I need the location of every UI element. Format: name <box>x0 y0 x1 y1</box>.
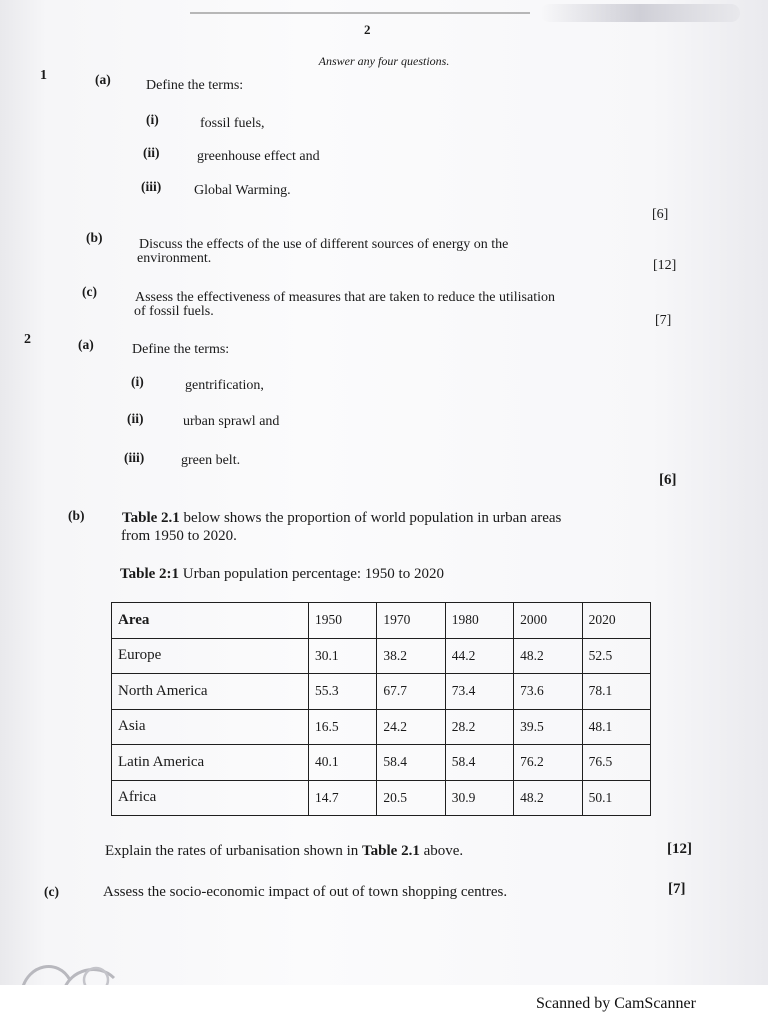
q2c-marks: [7] <box>668 881 686 897</box>
q1c-label: (c) <box>82 284 97 299</box>
q1a-marks: [6] <box>652 207 669 222</box>
question-2-number: 2 <box>24 332 31 347</box>
q2a-item-text: urban sprawl and <box>183 414 280 429</box>
table-cell: 67.7 <box>377 674 445 710</box>
table-cell: 48.2 <box>514 638 582 674</box>
table-cell: Asia <box>112 709 309 745</box>
spiral-binding-icon <box>18 950 128 985</box>
q2a-item-label: (i) <box>131 374 144 389</box>
table-cell: 78.1 <box>582 674 650 710</box>
table-cell: 76.2 <box>514 745 582 781</box>
q2c-text: Assess the socio-economic impact of out of town shopping centres. <box>103 884 508 900</box>
table-header-row <box>112 603 651 639</box>
table-title-rest: Urban population percentage: 1950 to 2020 <box>179 566 444 582</box>
table-header-cell: 1950 <box>309 603 377 639</box>
table-cell: 28.2 <box>445 709 513 745</box>
q1a-item-label: (ii) <box>143 145 160 160</box>
q1a-label: (a) <box>95 72 111 87</box>
q1a-text: Define the terms: <box>146 78 244 93</box>
table-cell: 55.3 <box>309 674 377 710</box>
table-header-cell: Area <box>112 603 309 639</box>
q1a-item-text: fossil fuels, <box>200 116 265 131</box>
table-row <box>112 709 651 745</box>
table-cell: 48.1 <box>582 709 650 745</box>
table-cell: 24.2 <box>377 709 445 745</box>
table-cell: 20.5 <box>377 780 445 816</box>
table-cell: Latin America <box>112 745 309 781</box>
table-header-cell: 1980 <box>445 603 513 639</box>
top-rule <box>190 12 530 14</box>
table-row <box>112 745 651 781</box>
table-cell: 44.2 <box>445 638 513 674</box>
table-cell: 52.5 <box>582 638 650 674</box>
q1b-text-line1: Discuss the effects of the use of different sources of energy on the <box>139 237 509 252</box>
q2b-intro-line1 <box>122 510 561 527</box>
q1a-item-text: greenhouse effect and <box>197 149 320 164</box>
table-cell: 30.9 <box>445 780 513 816</box>
q1c-text-line1: Assess the effectiveness of measures that are taken to reduce the utilisation <box>135 290 555 305</box>
table-cell: 76.5 <box>582 745 650 781</box>
q2b-question-post: above. <box>419 843 464 859</box>
table-header-cell: 1970 <box>377 603 445 639</box>
table-ref: Table 2.1 <box>122 510 180 526</box>
q2a-item-text: green belt. <box>181 453 241 468</box>
table-title-label: Table 2:1 <box>120 566 180 582</box>
table-cell: 73.6 <box>514 674 582 710</box>
table-row <box>112 638 651 674</box>
table-cell: 38.2 <box>377 638 445 674</box>
q2a-label: (a) <box>78 337 94 352</box>
table-cell: 14.7 <box>309 780 377 816</box>
scanner-watermark: Scanned by CamScanner <box>536 995 696 1012</box>
q1a-item-label: (iii) <box>141 179 162 194</box>
table-title <box>120 566 444 583</box>
table-cell: 30.1 <box>309 638 377 674</box>
table-cell: 40.1 <box>309 745 377 781</box>
table-cell: 39.5 <box>514 709 582 745</box>
q2b-question-table-ref: Table 2.1 <box>362 843 420 859</box>
table-cell: North America <box>112 674 309 710</box>
q2a-text: Define the terms: <box>132 342 230 357</box>
q2a-marks: [6] <box>659 472 677 488</box>
urban-population-table <box>111 602 651 816</box>
q1a-item-label: (i) <box>146 112 159 127</box>
table-cell: 73.4 <box>445 674 513 710</box>
table-cell: 58.4 <box>377 745 445 781</box>
table-cell: 48.2 <box>514 780 582 816</box>
table-cell: 50.1 <box>582 780 650 816</box>
q2b-intro-line2: from 1950 to 2020. <box>121 528 237 544</box>
table-cell: Africa <box>112 780 309 816</box>
q2b-marks: [12] <box>667 841 692 857</box>
q1c-text-line2: of fossil fuels. <box>134 304 214 319</box>
q1b-marks: [12] <box>653 258 677 273</box>
q2c-label: (c) <box>44 884 59 899</box>
q2b-question-pre: Explain the rates of urbanisation shown in <box>105 843 363 859</box>
q1a-item-text: Global Warming. <box>194 183 291 198</box>
table-row <box>112 780 651 816</box>
page-number: 2 <box>364 22 371 37</box>
q1b-label: (b) <box>86 230 103 245</box>
q2a-item-label: (ii) <box>127 411 144 426</box>
q2a-item-label: (iii) <box>124 450 145 465</box>
table-row <box>112 674 651 710</box>
q1c-marks: [7] <box>655 313 672 328</box>
table-cell: 58.4 <box>445 745 513 781</box>
table-cell: Europe <box>112 638 309 674</box>
q1b-text-line2: environment. <box>137 251 212 266</box>
table-header-cell: 2020 <box>582 603 650 639</box>
q2b-label: (b) <box>68 508 85 523</box>
q2b-question <box>105 843 463 860</box>
table-header-cell: 2000 <box>514 603 582 639</box>
q2a-item-text: gentrification, <box>185 378 264 393</box>
scan-smudge <box>540 4 740 22</box>
question-1-number: 1 <box>40 68 47 83</box>
q2b-intro-rest: below shows the proportion of world population in urban areas <box>179 510 562 526</box>
instruction: Answer any four questions. <box>318 54 450 68</box>
table-cell: 16.5 <box>309 709 377 745</box>
